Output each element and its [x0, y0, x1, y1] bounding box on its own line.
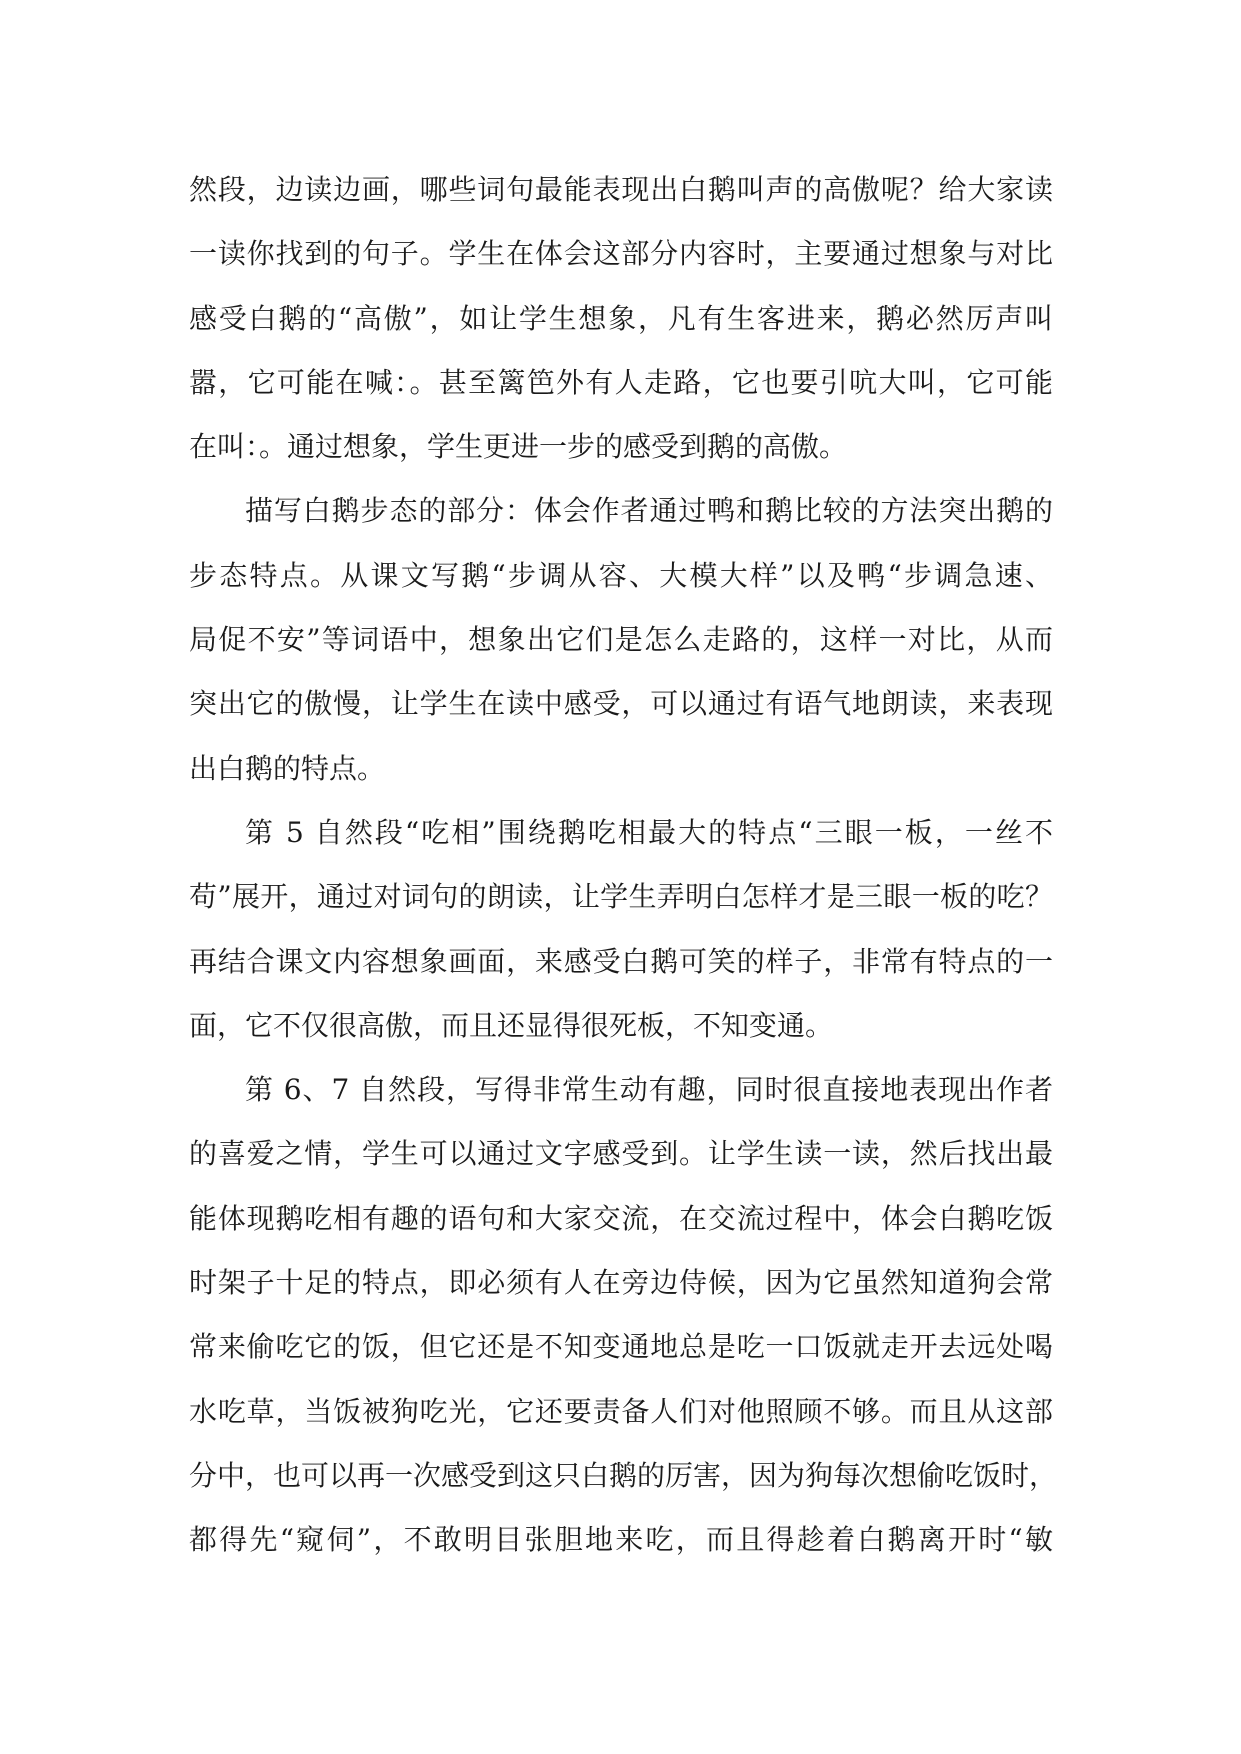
paragraph-line: 第 6、7 自然段，写得非常生动有趣，同时很直接地表现出作者	[245, 1073, 1053, 1107]
paragraph-line: 描写白鹅步态的部分：体会作者通过鸭和鹅比较的方法突出鹅的	[245, 494, 1053, 528]
paragraph-line: 的喜爱之情，学生可以通过文字感受到。让学生读一读，然后找出最	[189, 1137, 1053, 1171]
paragraph-line: 步态特点。从课文写鹅“步调从容、大模大样”以及鸭“步调急速、	[189, 558, 1053, 592]
paragraph-line: 时架子十足的特点，即必须有人在旁边侍候，因为它虽然知道狗会常	[189, 1266, 1053, 1300]
paragraph	[189, 1058, 1058, 1572]
paragraph-line: 出白鹅的特点。	[189, 751, 386, 785]
paragraph-line: 苟”展开，通过对词句的朗读，让学生弄明白怎样才是三眼一板的吃？	[189, 880, 1053, 914]
paragraph-line: 水吃草，当饭被狗吃光，它还要责备人们对他照顾不够。而且从这部	[189, 1394, 1053, 1428]
paragraph-line: 一读你找到的句子。学生在体会这部分内容时，主要通过想象与对比	[189, 237, 1053, 271]
paragraph	[189, 801, 1053, 1058]
paragraph-line: 突出它的傲慢，让学生在读中感受，可以通过有语气地朗读，来表现	[189, 687, 1053, 721]
paragraph-line: 分中，也可以再一次感受到这只白鹅的厉害，因为狗每次想偷吃饭时，	[189, 1458, 1058, 1492]
paragraph-line: 再结合课文内容想象画面，来感受白鹅可笑的样子，非常有特点的一	[189, 944, 1053, 978]
paragraph-line: 都得先“窥伺”，不敢明目张胆地来吃，而且得趁着白鹅离开时“敏	[189, 1523, 1053, 1557]
paragraph-line: 局促不安”等词语中，想象出它们是怎么走路的，这样一对比，从而	[189, 623, 1053, 657]
document-body	[189, 158, 1058, 1573]
paragraph-line: 常来偷吃它的饭，但它还是不知变通地总是吃一口饭就走开去远处喝	[189, 1330, 1053, 1364]
paragraph-line: 感受白鹅的“高傲”，如让学生想象，凡有生客进来，鹅必然厉声叫	[189, 301, 1053, 335]
paragraph-line: 嚣，它可能在喊：。甚至篱笆外有人走路，它也要引吭大叫，它可能	[189, 365, 1053, 399]
paragraph-line: 面，它不仅很高傲，而且还显得很死板，不知变通。	[189, 1008, 834, 1042]
paragraph	[189, 479, 1053, 800]
paragraph-line: 然段，边读边画，哪些词句最能表现出白鹅叫声的高傲呢？给大家读	[189, 173, 1053, 206]
paragraph-line: 能体现鹅吃相有趣的语句和大家交流，在交流过程中，体会白鹅吃饭	[189, 1201, 1053, 1235]
paragraph-line: 第 5 自然段“吃相”围绕鹅吃相最大的特点“三眼一板，一丝不	[245, 815, 1053, 849]
paragraph	[189, 158, 1053, 479]
paragraph-line: 在叫：。通过想象，学生更进一步的感受到鹅的高傲。	[189, 430, 848, 464]
